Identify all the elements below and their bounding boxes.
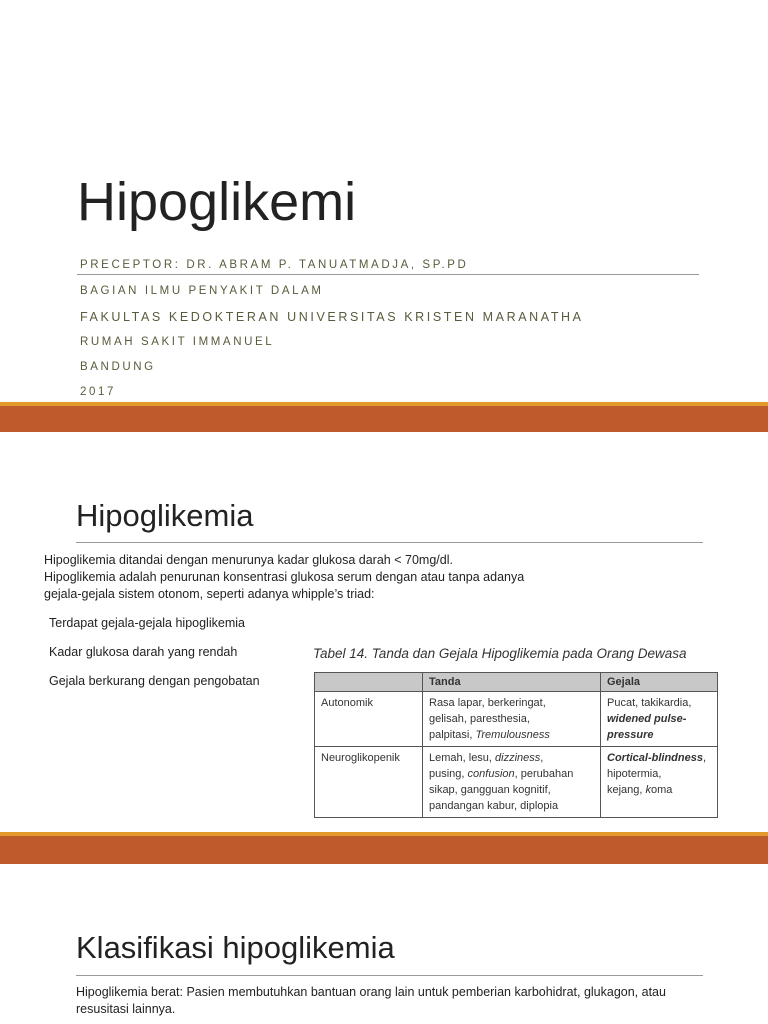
signs-symptoms-table <box>314 672 718 818</box>
table-cell-gejala <box>601 747 718 818</box>
slide-separator-band <box>0 832 768 864</box>
cell-text: pusing, <box>429 768 468 780</box>
cell-text: Rasa lapar, berkeringat, <box>429 697 546 709</box>
slide-title-heading: Hipoglikemi <box>77 172 357 232</box>
preceptor-line: PRECEPTOR: DR. ABRAM P. TANUATMADJA, SP.PD <box>80 259 469 271</box>
cell-text: gelisah, paresthesia, <box>429 713 530 725</box>
slide-hipoglikemia <box>0 432 768 832</box>
table-header-gejala: Gejala <box>601 673 718 692</box>
cell-text-italic: Tremulousness <box>475 729 550 741</box>
cell-text-emphasis: pressure <box>607 729 654 741</box>
table-cell-type: Neuroglikopenik <box>315 747 423 818</box>
slide2-definition <box>44 552 564 603</box>
cell-text: palpitasi, <box>429 729 476 741</box>
definition-line-2: Hipoglikemia adalah penurunan konsentrasi glukosa serum dengan atau tanpa adanya gejala-gejala sistem otonom, seperti adanya whipple’s triad: <box>44 570 525 601</box>
separator-highlight <box>0 402 768 406</box>
slide3-paragraph: Hipoglikemia berat: Pasien membutuhkan bantuan orang lain untuk pemberian karbohidrat, glukagon, atau resusitasi lainnya. <box>76 985 666 1016</box>
cell-text-italic: dizziness <box>495 752 541 764</box>
table-header-blank <box>315 673 423 692</box>
whipple-item-3: Gejala berkurang dengan pengobatan <box>49 674 260 688</box>
slide2-heading: Hipoglikemia <box>76 498 254 533</box>
whipple-item-1: Terdapat gejala-gejala hipoglikemia <box>49 616 245 630</box>
cell-text: pandangan kabur, diplopia <box>429 800 559 812</box>
table-caption: Tabel 14. Tanda dan Gejala Hipoglikemia pada Orang Dewasa <box>313 646 687 661</box>
cell-text: oma <box>651 784 673 796</box>
subtitle-line-department: BAGIAN ILMU PENYAKIT DALAM <box>80 285 324 297</box>
slide3-heading: Klasifikasi hipoglikemia <box>76 930 395 965</box>
table-cell-tanda <box>423 747 601 818</box>
table-header-row <box>315 673 718 692</box>
subtitle-line-faculty: FAKULTAS KEDOKTERAN UNIVERSITAS KRISTEN MARANATHA <box>80 310 584 324</box>
subtitle-line-hospital: RUMAH SAKIT IMMANUEL <box>80 336 275 348</box>
whipple-item-2: Kadar glukosa darah yang rendah <box>49 645 238 659</box>
cell-text: , <box>702 752 707 764</box>
slide-klasifikasi <box>0 864 768 1024</box>
table-row <box>315 747 718 818</box>
separator-highlight <box>0 832 768 836</box>
slide-title <box>0 0 768 402</box>
cell-text: kejang, <box>607 784 646 796</box>
table-cell-tanda <box>423 692 601 747</box>
cell-text-italic: confusion <box>467 768 515 780</box>
title-divider <box>77 274 699 275</box>
table-row <box>315 692 718 747</box>
subtitle-line-city: BANDUNG <box>80 361 156 373</box>
definition-line-1: Hipoglikemia ditandai dengan menurunya kadar glukosa darah < 70mg/dl. <box>44 553 453 567</box>
table-cell-gejala <box>601 692 718 747</box>
table-header-tanda: Tanda <box>423 673 601 692</box>
subtitle-line-year: 2017 <box>80 386 116 398</box>
slide-separator-band <box>0 402 768 432</box>
cell-text: Pucat, takikardia, <box>607 697 692 709</box>
slide3-divider <box>76 975 703 976</box>
cell-text-italic: k <box>645 784 652 796</box>
cell-text: Lemah, lesu, <box>429 752 496 764</box>
cell-text: , perubahan <box>514 768 574 780</box>
cell-text: hipotermia, <box>607 768 662 780</box>
cell-text-emphasis: Cortical-blindness <box>607 752 703 764</box>
table-cell-type: Autonomik <box>315 692 423 747</box>
slide2-divider <box>76 542 703 543</box>
cell-text-emphasis: widened pulse- <box>607 713 687 725</box>
cell-text: sikap, gangguan kognitif, <box>429 784 551 796</box>
cell-text: , <box>540 752 544 764</box>
